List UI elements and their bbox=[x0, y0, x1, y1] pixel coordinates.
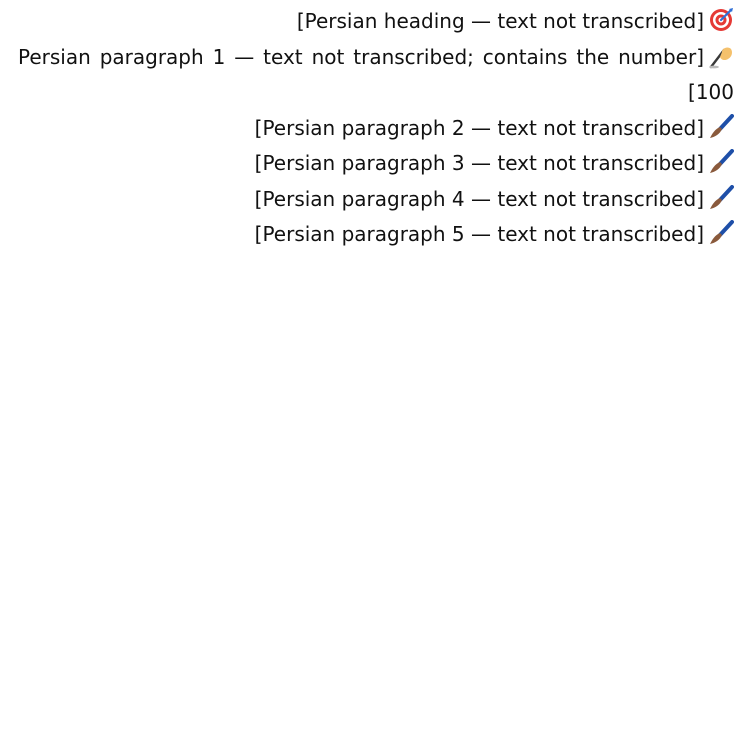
dart-target-icon bbox=[708, 7, 734, 33]
title-line bbox=[18, 4, 734, 40]
paragraph-2-text: [Persian paragraph 2 — text not transcribed] bbox=[254, 115, 704, 140]
paintbrush-icon bbox=[708, 185, 734, 211]
paragraph-5 bbox=[18, 217, 734, 253]
document-body bbox=[0, 0, 750, 253]
paintbrush-icon bbox=[708, 220, 734, 246]
paragraph-5-text: [Persian paragraph 5 — text not transcribed] bbox=[254, 222, 704, 246]
title-text: [Persian heading — text not transcribed] bbox=[296, 9, 704, 33]
paragraph-4-text: [Persian paragraph 4 — text not transcribed] bbox=[254, 186, 704, 211]
writing-hand-icon bbox=[708, 43, 734, 69]
paragraph-1 bbox=[18, 40, 734, 111]
paragraph-3-text: [Persian paragraph 3 — text not transcribed] bbox=[254, 151, 704, 175]
paintbrush-icon bbox=[708, 114, 734, 140]
paragraph-3 bbox=[18, 146, 734, 182]
paragraph-1-text: [Persian paragraph 1 — text not transcribed; contains the number 100] bbox=[18, 44, 734, 104]
paragraph-2 bbox=[18, 111, 734, 147]
paintbrush-icon bbox=[708, 149, 734, 175]
paragraph-4 bbox=[18, 182, 734, 218]
